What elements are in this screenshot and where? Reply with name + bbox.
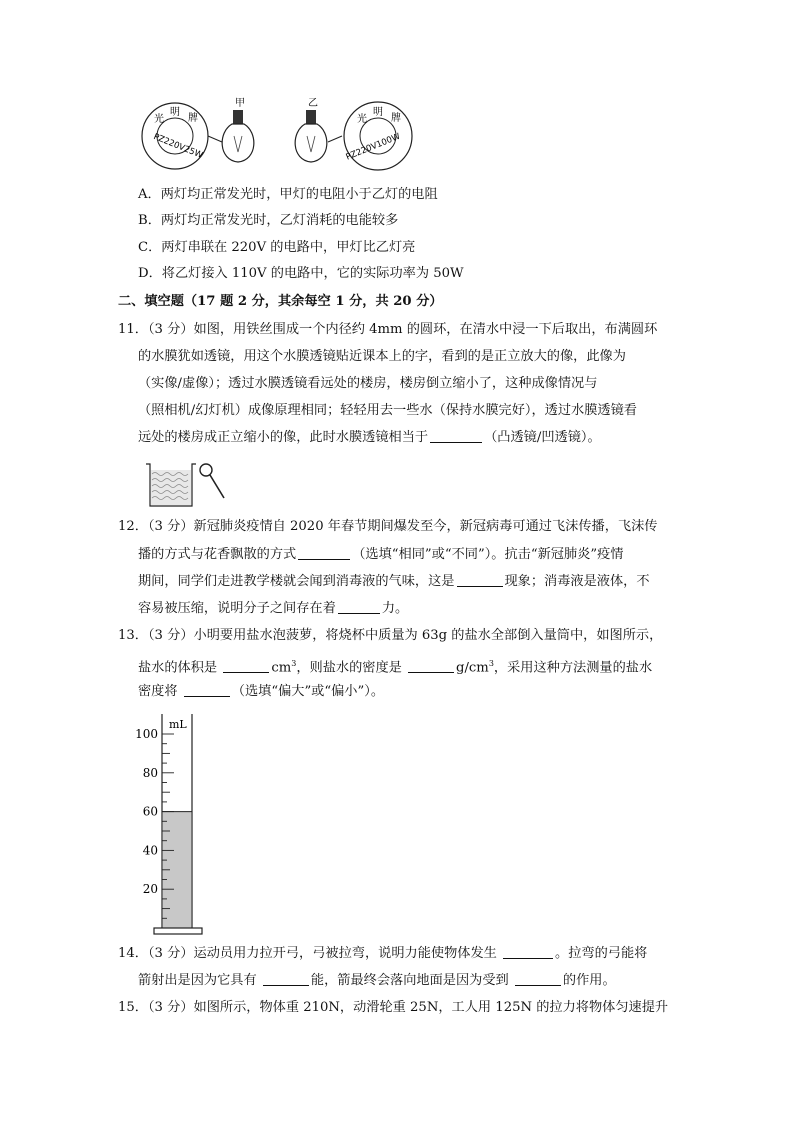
q11-line2: 的水膜犹如透镜，用这个水膜透镜贴近课本上的字，看到的是正立放大的像，此像为 bbox=[138, 349, 626, 364]
scale-label: 80 bbox=[142, 765, 158, 780]
section-title: 二、填空题（17 题 2 分，其余每空 1 分，共 20 分） bbox=[118, 294, 443, 309]
svg-text:明: 明 bbox=[170, 107, 180, 118]
scale-label: 60 bbox=[142, 804, 158, 819]
answer-blank[interactable] bbox=[408, 658, 454, 673]
svg-text:光: 光 bbox=[357, 114, 367, 125]
svg-text:PZ220V100W: PZ220V100W bbox=[344, 131, 402, 163]
svg-text:牌: 牌 bbox=[188, 113, 198, 124]
answer-blank[interactable] bbox=[430, 428, 482, 443]
q12-line4: 容易被压缩，说明分子之间存在着 力。 bbox=[138, 601, 409, 616]
q14-number: 14． bbox=[118, 946, 148, 961]
nameplate-left bbox=[142, 103, 208, 169]
svg-text:明: 明 bbox=[373, 107, 383, 118]
beaker-loop-figure bbox=[144, 460, 234, 508]
q13-number: 13． bbox=[118, 628, 148, 643]
q11-number: 11． bbox=[118, 322, 148, 337]
option-d: D．将乙灯接入 110V 的电路中，它的实际功率为 50W bbox=[138, 266, 464, 281]
q11-line4: （照相机/幻灯机）成像原理相同；轻轻用去一些水（保持水膜完好），透过水膜透镜看 bbox=[138, 403, 637, 418]
bulb-left bbox=[208, 97, 254, 162]
svg-text:PZ220V25W: PZ220V25W bbox=[151, 131, 205, 161]
q12-number: 12． bbox=[118, 519, 148, 534]
answer-blank[interactable] bbox=[338, 599, 380, 614]
scale-label: 100 bbox=[136, 727, 158, 741]
answer-blank[interactable] bbox=[298, 545, 350, 560]
answer-blank[interactable] bbox=[515, 971, 561, 986]
svg-text:光: 光 bbox=[154, 114, 164, 125]
q15-line1: 15．（3 分）如图所示，物体重 210N，动滑轮重 25N，工人用 125N 的拉力将物体匀速提升 bbox=[118, 1000, 669, 1015]
q11-line1: 11．（3 分）如图，用铁丝围成一个内径约 4mm 的圆环，在清水中浸一下后取出，布满圆环 bbox=[118, 322, 658, 337]
option-c: C．两灯串联在 220V 的电路中，甲灯比乙灯亮 bbox=[138, 240, 416, 255]
answer-blank[interactable] bbox=[457, 572, 503, 587]
answer-blank[interactable] bbox=[223, 658, 269, 673]
answer-blank[interactable] bbox=[503, 944, 553, 959]
q13-line1: 13．（3 分）小明要用盐水泡菠萝，将烧杯中质量为 63g 的盐水全部倒入量筒中，如图所示， bbox=[118, 628, 663, 643]
nameplate-right bbox=[344, 102, 412, 170]
bulb-right bbox=[295, 97, 342, 162]
scale-label: 40 bbox=[142, 843, 158, 858]
unit-label: mL bbox=[169, 718, 187, 731]
option-a: A．两灯均正常发光时，甲灯的电阻小于乙灯的电阻 bbox=[138, 187, 438, 202]
q13-line3: 密度将 （选填“偏大”或“偏小”）。 bbox=[138, 684, 385, 699]
q14-line2: 箭射出是因为它具有 能，箭最终会落向地面是因为受到 的作用。 bbox=[138, 973, 616, 988]
q12-line2: 播的方式与花香飘散的方式 （选填“相同”或“不同”）。抗击“新冠肺炎”疫情 bbox=[138, 547, 624, 562]
q12-line1: 12．（3 分）新冠肺炎疫情自 2020 年春节期间爆发至今，新冠病毒可通过飞沫传播，飞沫传 bbox=[118, 519, 658, 534]
answer-blank[interactable] bbox=[184, 682, 230, 697]
graduated-cylinder bbox=[136, 710, 216, 938]
q15-number: 15． bbox=[118, 1000, 148, 1015]
q11-line3: （实像/虚像）；透过水膜透镜看远处的楼房，楼房倒立缩小了，这种成像情况与 bbox=[138, 376, 598, 391]
q13-line2: 盐水的体积是 $cm^3$，则盐水的密度是 $g/cm^3$，采用这种方法测量的盐水 bbox=[138, 659, 653, 676]
q14-line1: 14．（3 分）运动员用力拉开弓，弓被拉弯，说明力能使物体发生 。拉弯的弓能将 bbox=[118, 946, 648, 961]
q12-line3: 期间，同学们走进教学楼就会闻到消毒液的气味，这是 现象；消毒液是液体，不 bbox=[138, 574, 650, 589]
scale-label: 20 bbox=[142, 882, 158, 897]
q11-line5: 远处的楼房成正立缩小的像，此时水膜透镜相当于 （凸透镜/凹透镜）。 bbox=[138, 430, 601, 445]
lamps-figure bbox=[138, 96, 418, 172]
lamp-label-right: 乙 bbox=[308, 98, 318, 109]
svg-text:牌: 牌 bbox=[391, 113, 401, 124]
lamp-label-left: 甲 bbox=[235, 98, 245, 109]
option-b: B．两灯均正常发光时，乙灯消耗的电能较多 bbox=[138, 213, 399, 228]
answer-blank[interactable] bbox=[263, 971, 309, 986]
